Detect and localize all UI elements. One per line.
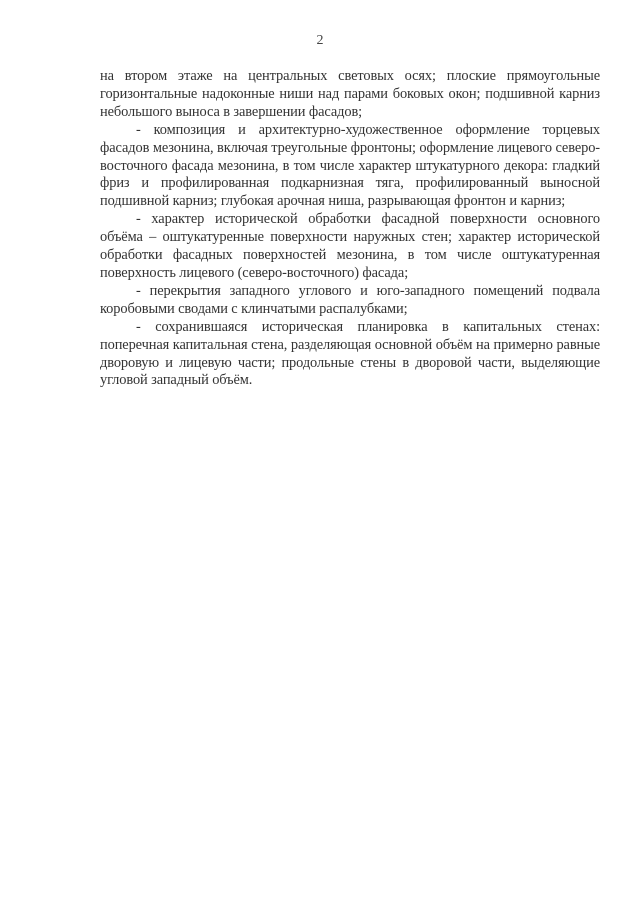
paragraph-surface-treatment: - характер исторической обработки фасадной поверхности основного объёма – оштукатуренные поверхности наружных стен; характер исторической обработки фасадных поверхностей мезонина, в том числе оштукатуренная поверхность лицевого (северо-восточного) фасада; xyxy=(100,211,600,281)
paragraph-historic-layout: - сохранившаяся историческая планировка в капитальных стенах: поперечная капитальная стена, разделяющая основной объём на примерно равные дворовую и лицевую части; продольные стены в дворовой части, выделяющие угловой западный объём. xyxy=(100,318,600,389)
paragraph-basement-vaults: - перекрытия западного углового и юго-западного помещений подвала коробовыми сводами с клинчатыми распалубками; xyxy=(100,282,600,317)
body-text xyxy=(100,68,600,390)
page-number: 2 xyxy=(316,33,324,48)
paragraph-mezzanine-facades: - композиция и архитектурно-художественное оформление торцевых фасадов мезонина, включая треугольные фронтоны; оформление лицевого северо-восточного фасада мезонина, в том числе характер штукатурного декора: гладкий фриз и профилированная подкарнизная тяга, профилированный выносной подшивной карниз; глубокая арочная ниша, разрывающая фронтон и карниз; xyxy=(100,121,600,210)
paragraph-continuation: на втором этаже на центральных световых осях; плоские прямоугольные горизонтальные надоконные ниши над парами боковых окон; подшивной карниз небольшого выноса в завершении фасадов; xyxy=(100,68,600,120)
